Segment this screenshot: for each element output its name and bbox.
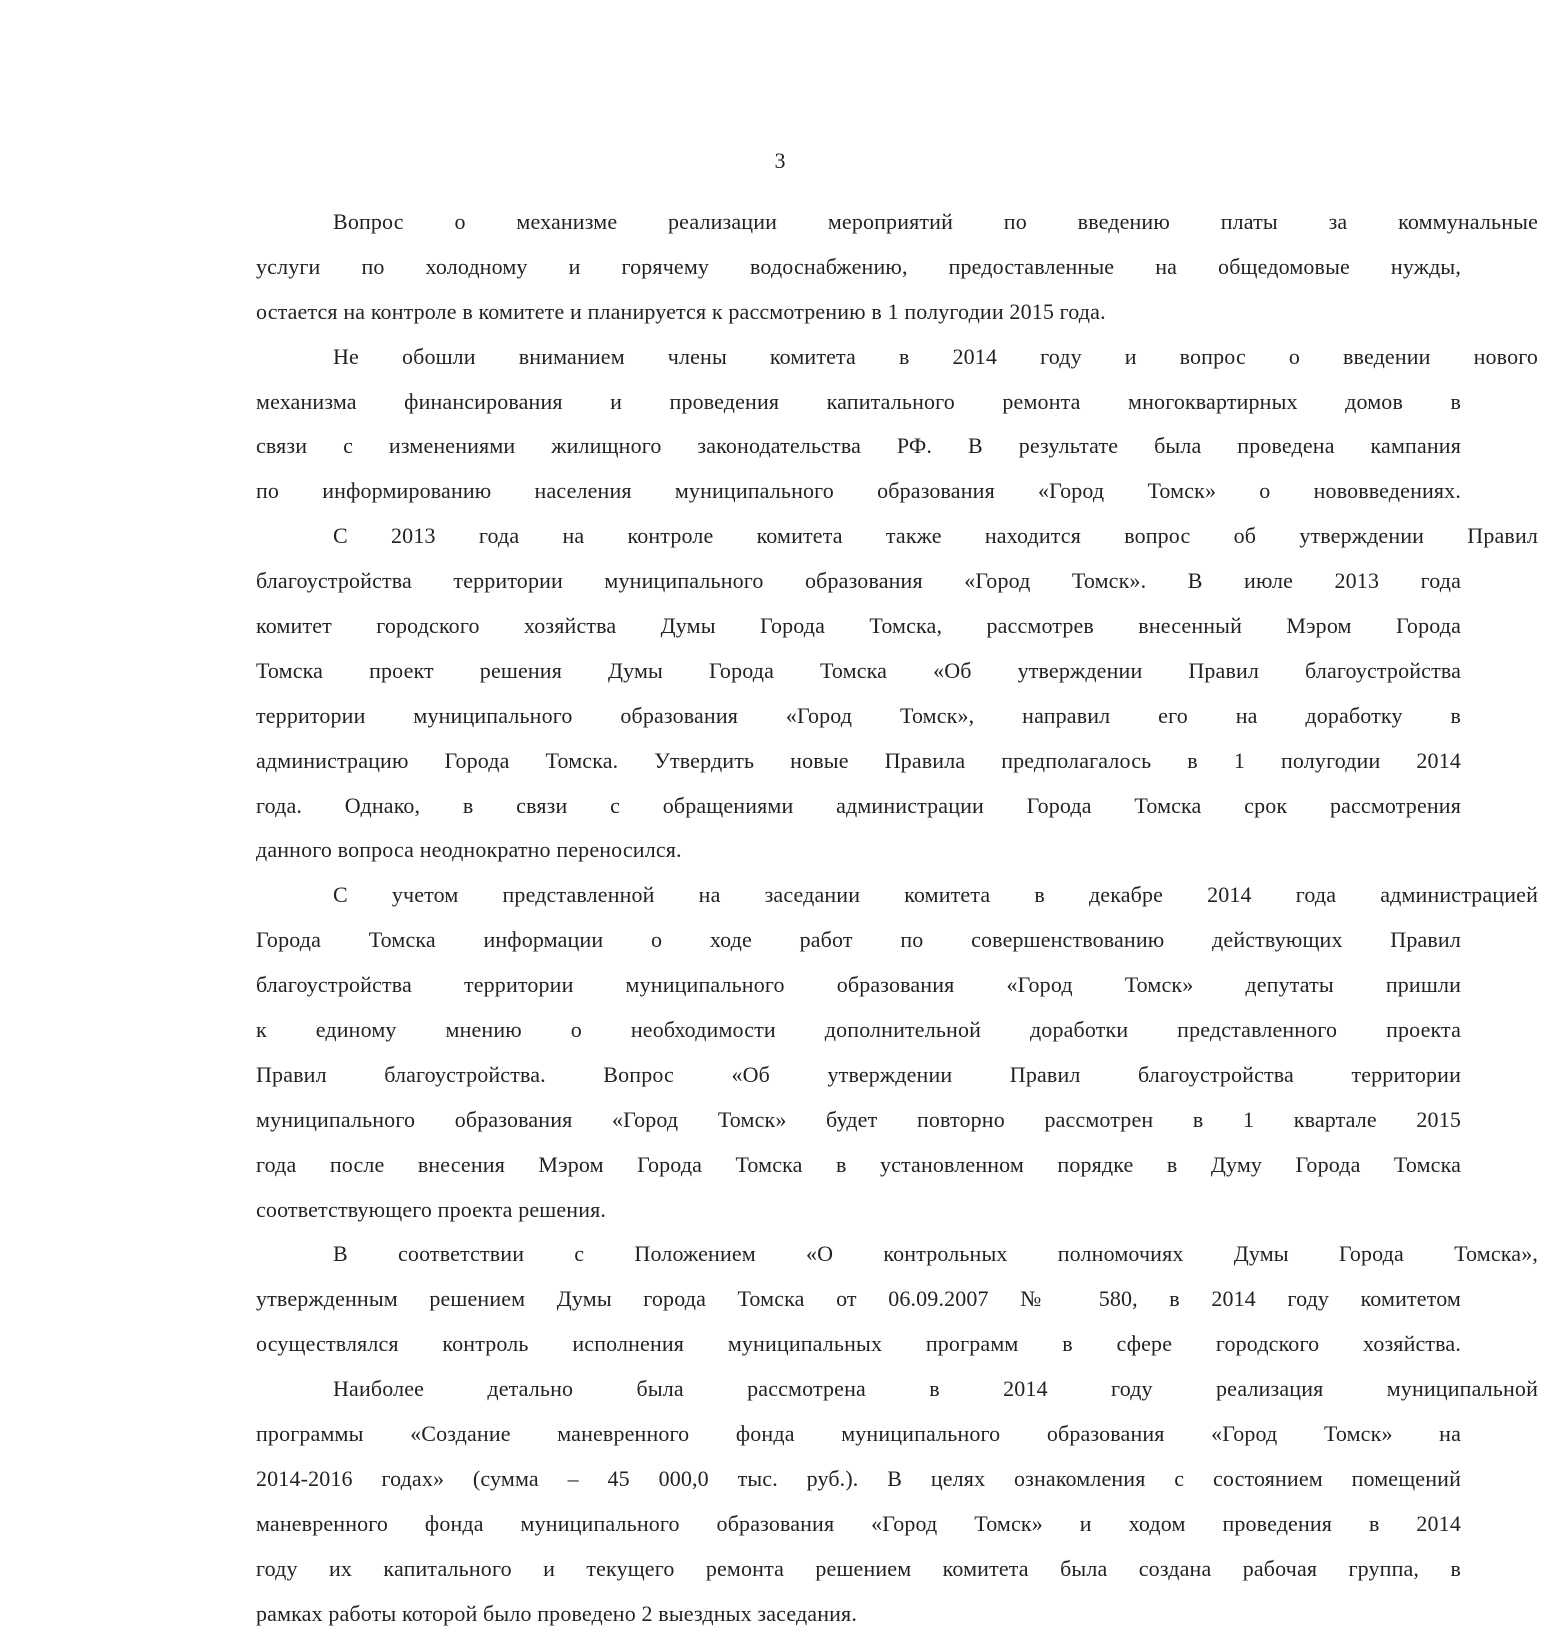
paragraph-first-line: С 2013 года на контроле комитета также находится вопрос об утверждении Правил — [333, 523, 1538, 549]
text-line: механизма финансирования и проведения капитального ремонта многоквартирных домов в — [256, 388, 1461, 414]
page-number: 3 — [774, 148, 786, 173]
text-line: к единому мнению о необходимости дополнительной доработки представленного проекта — [256, 1017, 1461, 1043]
text-line: Правил благоустройства. Вопрос «Об утверждении Правил благоустройства территории — [256, 1061, 1461, 1087]
paragraph-first-line: В соответствии с Положением «О контрольных полномочиях Думы Города Томска», — [333, 1241, 1538, 1267]
paragraph-first-line: С учетом представленной на заседании комитета в декабре 2014 года администрацией — [333, 882, 1538, 908]
text-line: году их капитального и текущего ремонта решением комитета была создана рабочая группа, в — [256, 1555, 1461, 1581]
text-line: осуществлялся контроль исполнения муниципальных программ в сфере городского хозяйства. — [256, 1331, 1461, 1357]
text-line: рамках работы которой было проведено 2 выездных заседания. — [256, 1600, 857, 1626]
text-line: комитет городского хозяйства Думы Города Томска, рассмотрев внесенный Мэром Города — [256, 613, 1461, 639]
body-text — [256, 207, 1538, 1644]
text-line: утвержденным решением Думы города Томска от 06.09.2007 № 580, в 2014 году комитетом — [256, 1286, 1461, 1312]
text-line: остается на контроле в комитете и планируется к рассмотрению в 1 полугодии 2015 года. — [256, 298, 1106, 324]
text-line: услуги по холодному и горячему водоснабжению, предоставленные на общедомовые нужды, — [256, 253, 1461, 279]
text-line: Томска проект решения Думы Города Томска «Об утверждении Правил благоустройства — [256, 657, 1461, 683]
paragraph-first-line: Наиболее детально была рассмотрена в 2014 году реализация муниципальной — [333, 1376, 1538, 1402]
text-line: по информированию населения муниципального образования «Город Томск» о нововведениях. — [256, 478, 1461, 504]
text-line: Города Томска информации о ходе работ по совершенствованию действующих Правил — [256, 927, 1461, 953]
text-line: года после внесения Мэром Города Томска в установленном порядке в Думу Города Томска — [256, 1151, 1461, 1177]
text-line: программы «Создание маневренного фонда муниципального образования «Город Томск» на — [256, 1421, 1461, 1447]
text-line: года. Однако, в связи с обращениями администрации Города Томска срок рассмотрения — [256, 792, 1461, 818]
text-line: администрацию Города Томска. Утвердить новые Правила предполагалось в 1 полугодии 2014 — [256, 747, 1461, 773]
text-line: соответствующего проекта решения. — [256, 1196, 607, 1222]
text-line: благоустройства территории муниципального образования «Город Томск» депутаты пришли — [256, 972, 1461, 998]
text-line: маневренного фонда муниципального образования «Город Томск» и ходом проведения в 2014 — [256, 1510, 1461, 1536]
text-line: данного вопроса неоднократно переносился. — [256, 837, 682, 863]
text-line: муниципального образования «Город Томск» будет повторно рассмотрен в 1 квартале 2015 — [256, 1106, 1461, 1132]
text-line: территории муниципального образования «Город Томск», направил его на доработку в — [256, 702, 1461, 728]
text-line: благоустройства территории муниципального образования «Город Томск». В июле 2013 года — [256, 568, 1461, 594]
paragraph-first-line: Вопрос о механизме реализации мероприятий по введению платы за коммунальные — [333, 209, 1538, 234]
paragraph-first-line: Не обошли вниманием члены комитета в 2014 году и вопрос о введении нового — [333, 343, 1538, 369]
text-line: 2014-2016 годах» (сумма – 45 000,0 тыс. руб.). В целях ознакомления с состоянием помещений — [256, 1465, 1461, 1491]
text-line: связи с изменениями жилищного законодательства РФ. В результате была проведена кампания — [256, 433, 1461, 459]
